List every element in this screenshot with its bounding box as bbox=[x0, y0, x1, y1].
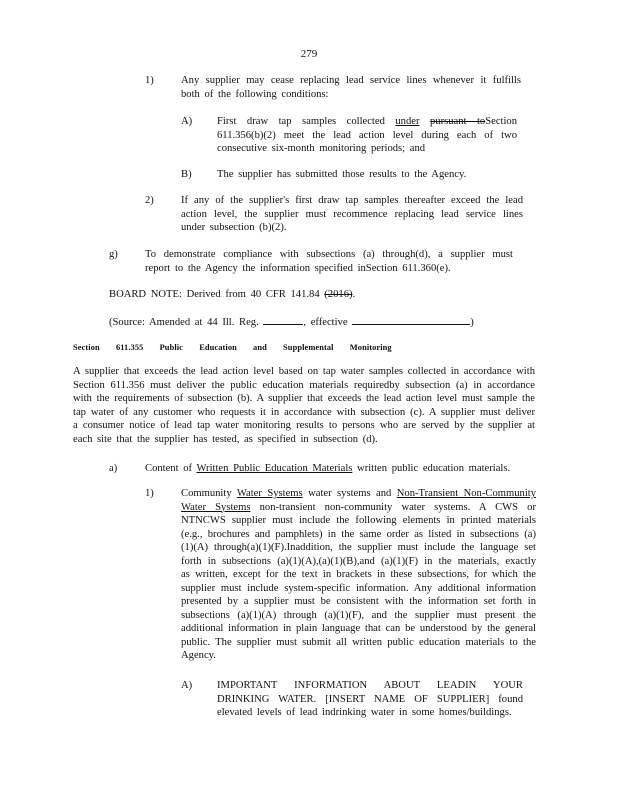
item-text-1: Any supplier may cease replacing lead service lines whenever it fulfills both of the following conditions: bbox=[181, 75, 521, 100]
source-note bbox=[109, 314, 529, 330]
item-text-g: To demonstrate compliance with subsections (a) through(d), a supplier must report to the Agency the information specified inSection 611.360(e). bbox=[145, 249, 513, 274]
deleted-text: (2016) bbox=[324, 289, 353, 300]
item-label-1b: B) bbox=[181, 169, 192, 180]
board-note-text: BOARD NOTE: Derived from 40 CFR 141.84 bbox=[109, 289, 325, 300]
item-label-1a: A) bbox=[181, 116, 193, 127]
item-text-1a-post: Section 611.356(b)(2) meet the lead action level during each of two consecutive six-month monitoring periods; and bbox=[217, 116, 517, 154]
source-text-end: ) bbox=[470, 317, 474, 328]
item-text-a1a: IMPORTANT INFORMATION ABOUT LEADIN YOUR DRINKING WATER. [INSERT NAME OF SUPPLIER] found elevated levels of lead indrinking water in some homes/buildings. bbox=[217, 680, 523, 718]
board-note bbox=[109, 288, 509, 302]
item-label-1: 1) bbox=[145, 75, 154, 86]
page-number: 279 bbox=[300, 48, 318, 60]
item-label-g: g) bbox=[109, 249, 118, 260]
inserted-text: under bbox=[395, 116, 420, 127]
section-body: A supplier that exceeds the lead action level based on tap water samples collected in accordance with Section 611.356 must deliver the public education materials requiredby subsection (a) in accordance with the requirements of subsection (b). A supplier that exceeds the lead action level must sample the tap water of any customer who requests it in accordance with subsection (c). A supplier must deliver a consumer notice of lead tap water monitoring results to persons who are served by the supplier at each site that the supplier has tested, as specified in subsection (d). bbox=[73, 366, 535, 445]
item-text-a bbox=[145, 462, 545, 476]
item-text-a1-part1: Community bbox=[181, 488, 237, 499]
item-text-1b: The supplier has submitted those results to the Agency. bbox=[217, 169, 467, 180]
item-text-a-pre: Content of bbox=[145, 463, 197, 474]
item-text-1a-pre: First draw tap samples collected bbox=[217, 116, 396, 127]
item-text-2: If any of the supplier's first draw tap samples thereafter exceed the lead action level, the supplier must recommence replacing lead service lines under subsection (b)(2). bbox=[181, 195, 523, 233]
inserted-text: Water Systems bbox=[236, 488, 303, 499]
item-text-a1 bbox=[181, 487, 536, 663]
blank-line bbox=[352, 314, 470, 325]
item-label-a1a: A) bbox=[181, 680, 193, 691]
item-text-a1-part2: water systems and bbox=[302, 488, 397, 499]
source-text-mid: , effective bbox=[303, 317, 353, 328]
inserted-text: Non-Transient Non-Community Water Systems bbox=[181, 488, 536, 513]
inserted-text: Written Public Education Materials bbox=[196, 463, 353, 474]
source-text: (Source: Amended at 44 Ill. Reg. bbox=[109, 317, 264, 328]
section-heading: Section 611.355 Public Education and Supplemental Monitoring bbox=[73, 343, 392, 352]
item-label-a1: 1) bbox=[145, 488, 154, 499]
deleted-text: pursuant to bbox=[430, 116, 486, 127]
board-note-end: . bbox=[352, 289, 356, 300]
item-label-a: a) bbox=[109, 463, 118, 474]
blank-line bbox=[263, 314, 303, 325]
item-text-1a bbox=[217, 115, 517, 156]
item-text-a1-part3: non-transient non-community water systems. A CWS or NTNCWS supplier must include the following elements in printed materials (e.g., brochures and pamphlets) in the same order as listed in subsections (a)(1)(A) through(a)(1)(F).Inaddition, the supplier must include the language set forth in subsections (a)(1)(A),(a)(1)(B),and (a)(1)(F) in the materials, exactly as written, except for the text in brackets in these subsections, for which the supplier must include system-specific information. Any additional information presented by a supplier must be consistent with the information set forth in subsections (a)(1)(A) through (a)(1)(F), and the supplier must present the additional information in plain language that can be understood by the general public. The supplier must submit all written public education materials to the Agency. bbox=[181, 501, 536, 661]
item-text-a-post: written public education materials. bbox=[352, 463, 511, 474]
item-label-2: 2) bbox=[145, 195, 154, 206]
